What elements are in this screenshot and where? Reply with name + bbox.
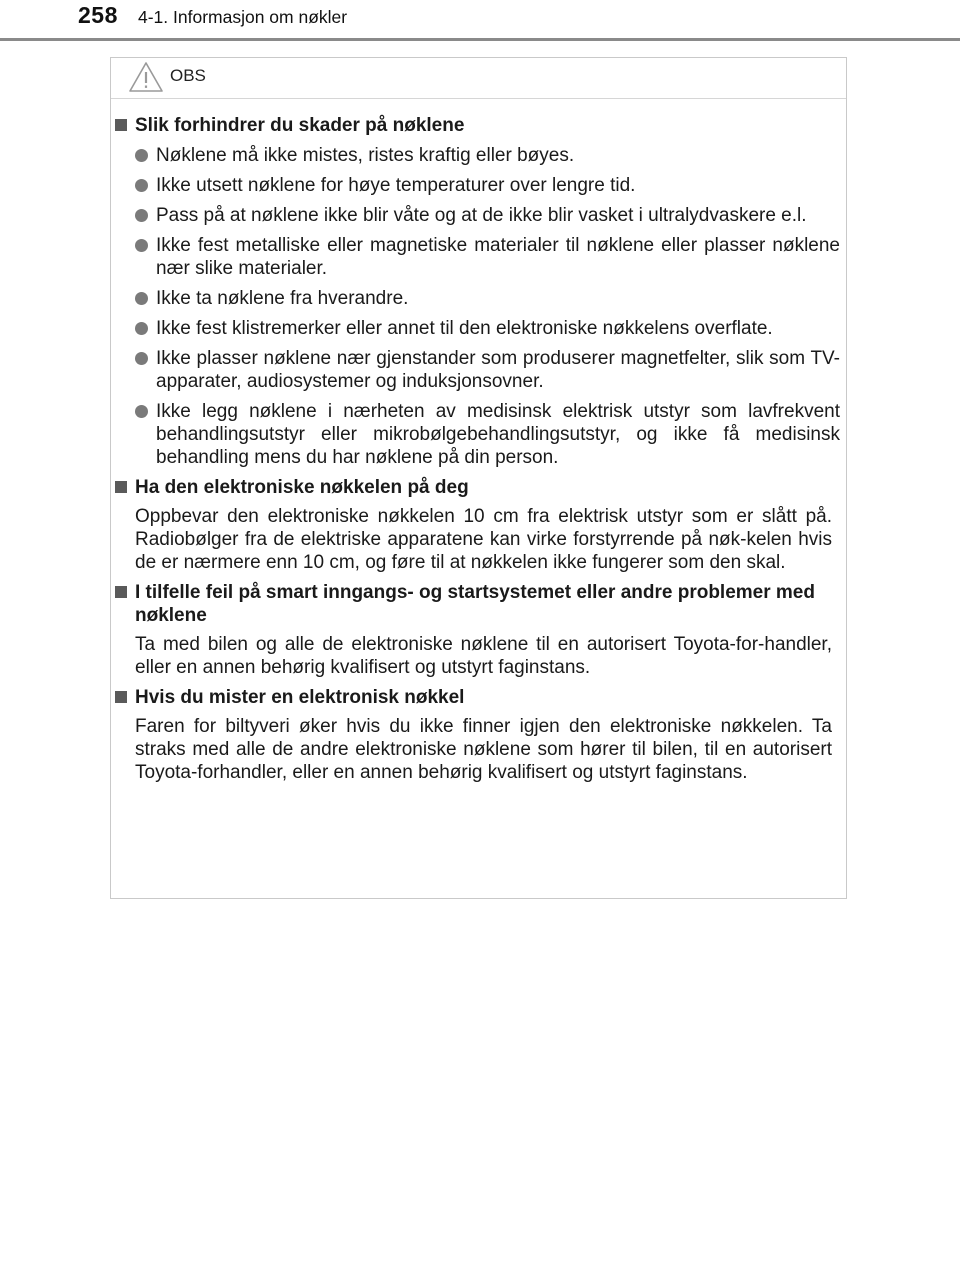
list-item: Nøklene må ikke mistes, ristes kraftig eller bøyes. <box>111 144 848 167</box>
list-item: Ikke plasser nøklene nær gjenstander som produserer magnetfelter, slik som TV-apparater, audiosystemer og induksjonsovner. <box>111 347 848 393</box>
section-heading: I tilfelle feil på smart inngangs- og startsystemet eller andre problemer med nøklene <box>111 581 848 627</box>
section-paragraph: Oppbevar den elektroniske nøkkelen 10 cm fra elektrisk utstyr som er slått på. Radiobølger fra de elektriske apparatene kan virke forstyrrende på nøk-kelen hvis de er nærmere enn 10 cm, og føre til at nøkkelen ikke fungerer som den skal. <box>135 506 832 573</box>
page-number: 258 <box>78 2 118 28</box>
notice-box <box>110 57 847 899</box>
square-bullet-icon <box>115 119 127 131</box>
square-bullet-icon <box>115 481 127 493</box>
circle-bullet-icon <box>135 149 148 162</box>
circle-bullet-icon <box>135 209 148 222</box>
list-item: Ikke utsett nøklene for høye temperaturer over lengre tid. <box>111 174 848 197</box>
square-bullet-icon <box>115 586 127 598</box>
list-item: Ikke legg nøklene i nærheten av medisinsk elektrisk utstyr som lavfrekvent behandlingsutstyr eller mikrobølgebehandlingsutstyr, og ikke få medisinsk behandling mens du har nøklene på din person. <box>111 400 848 469</box>
list-item: Ikke ta nøklene fra hverandre. <box>111 287 848 310</box>
section-paragraph: Ta med bilen og alle de elektroniske nøklene til en autorisert Toyota-for-handler, eller en annen behørig kvalifisert og utstyrt faginstans. <box>135 634 832 678</box>
page-header <box>0 0 960 44</box>
square-bullet-icon <box>115 691 127 703</box>
circle-bullet-icon <box>135 239 148 252</box>
notice-header <box>111 58 846 99</box>
header-divider <box>0 38 960 41</box>
list-item: Ikke fest metalliske eller magnetiske materialer til nøklene eller plasser nøklene nær slike materialer. <box>111 234 848 280</box>
section-title: 4-1. Informasjon om nøkler <box>138 7 348 27</box>
section-heading: Hvis du mister en elektronisk nøkkel <box>111 686 848 709</box>
circle-bullet-icon <box>135 179 148 192</box>
circle-bullet-icon <box>135 322 148 335</box>
warning-triangle-icon <box>128 61 164 93</box>
circle-bullet-icon <box>135 292 148 305</box>
list-item: Pass på at nøklene ikke blir våte og at de ikke blir vasket i ultralydvaskere e.l. <box>111 204 848 227</box>
circle-bullet-icon <box>135 352 148 365</box>
notice-content <box>111 114 848 784</box>
notice-label: OBS <box>170 66 206 85</box>
circle-bullet-icon <box>135 405 148 418</box>
section-heading: Slik forhindrer du skader på nøklene <box>111 114 848 137</box>
list-item: Ikke fest klistremerker eller annet til den elektroniske nøkkelens overflate. <box>111 317 848 340</box>
section-paragraph: Faren for biltyveri øker hvis du ikke finner igjen den elektroniske nøkkelen. Ta straks med alle de andre elektroniske nøklene som hører til bilen, til en autorisert Toyota-forhandler, eller en annen behørig kvalifisert og utstyrt faginstans. <box>135 716 832 783</box>
section-heading: Ha den elektroniske nøkkelen på deg <box>111 476 848 499</box>
